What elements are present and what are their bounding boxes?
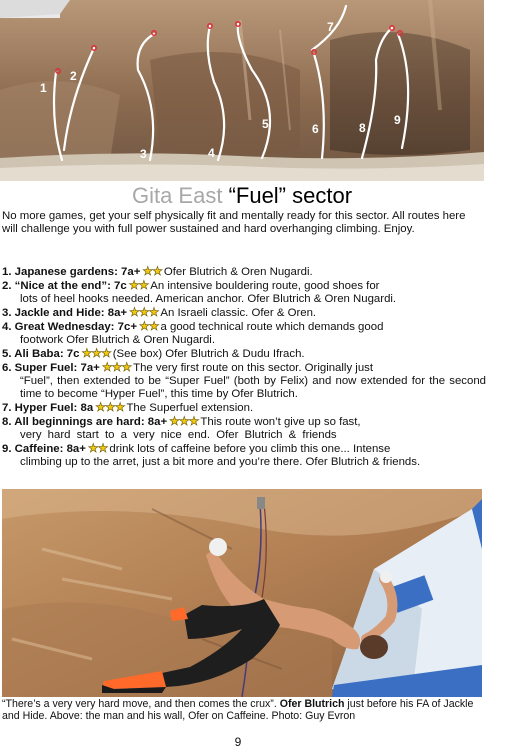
sector-title: [0, 183, 484, 209]
route-desc: An intensive bouldering route, good shoes for: [150, 280, 380, 292]
route-label-7: 7: [327, 20, 334, 34]
route-name: Japanese gardens:: [14, 266, 118, 278]
route-item: 7. Hyper Fuel: 8a ★★★ The Superfuel extension.: [2, 400, 254, 414]
star-rating-icon: ★★★: [95, 400, 125, 414]
route-grade: 7c+: [117, 321, 137, 333]
route-name: All beginnings are hard:: [14, 416, 145, 428]
route-name: Super Fuel:: [14, 362, 78, 374]
route-desc: An Israeli classic. Ofer & Oren.: [160, 307, 317, 319]
star-rating-icon: ★★★: [129, 305, 159, 319]
route-name: Ali Baba:: [14, 348, 64, 360]
route-label-9: 9: [394, 113, 401, 127]
route-grade: 8a+: [107, 307, 128, 319]
route-item: 3. Jackle and Hide: 8a+ ★★★ An Israeli classic. Ofer & Oren.: [2, 305, 317, 319]
route-desc-cont: very hard start to a very nice end. Ofer Blutrich & friends: [20, 429, 337, 441]
route-grade: 7a+: [80, 362, 100, 374]
route-item: 1. Japanese gardens: 7a+ ★★ Ofer Blutrich & Oren Nugardi.: [2, 264, 313, 278]
route-item: 6. Super Fuel: 7a+ ★★★ The very first route on this sector. Originally just “Fuel”, then extended to be “Super Fuel” (both by Felix) and now extended for the second time to become “Hyper Fuel”, this time by Ofer Blutrich.: [2, 360, 486, 400]
route-grade: 8a: [80, 402, 94, 414]
route-desc-cont: lots of heel hooks needed. American anchor. Ofer Blutrich & Oren Nugardi.: [20, 293, 397, 305]
route-list: [2, 265, 486, 469]
route-name: Great Wednesday:: [14, 321, 115, 333]
star-rating-icon: ★★★: [101, 360, 132, 374]
topo-photo: [0, 0, 484, 181]
route-label-5: 5: [262, 117, 269, 131]
route-desc: (See box) Ofer Blutrich & Dudu Ifrach.: [112, 348, 305, 360]
star-rating-icon: ★★: [138, 319, 159, 333]
route-desc: This route won’t give up so fast,: [200, 416, 361, 428]
photo-caption: “There’s a very very hard move, and then comes the crux”. Ofer Blutrich just before his FA of Jackle and Hide. Above: the man and his wall, Ofer on Caffeine. Photo: Guy Evron: [2, 698, 474, 722]
star-rating-icon: ★★: [87, 441, 108, 455]
route-item: 8. All beginnings are hard: 8a+ ★★★ This route won’t give up so fast, very hard start to a very nice end. Ofer Blutrich & friends: [2, 415, 486, 442]
route-item: 9. Caffeine: 8a+ ★★ drink lots of caffeine before you climb this one... Intense climbing up to the arret, just a bit more and you’re there. Ofer Blutrich & friends.: [2, 442, 486, 469]
star-rating-icon: ★★★: [81, 346, 111, 360]
topo-image: [0, 0, 484, 181]
route-desc-cont: footwork Ofer Blutrich & Oren Nugardi.: [20, 334, 215, 346]
page-number: 9: [234, 735, 242, 749]
route-item: 4. Great Wednesday: 7c+ ★★ a good technical route which demands good footwork Ofer Blutrich & Oren Nugardi.: [2, 320, 486, 347]
route-label-6: 6: [312, 122, 319, 136]
star-rating-icon: ★★: [128, 278, 149, 292]
route-grade: 8a+: [147, 416, 168, 428]
route-desc: The very first route on this sector. Originally just: [133, 362, 374, 374]
climber-photo: [2, 489, 482, 697]
intro-paragraph: No more games, get your self physically fit and mentally ready for this sector. All routes here will challenge you with full power sustained and hard overhanging climbing. Enjoy.: [2, 210, 466, 235]
route-desc: The Superfuel extension.: [126, 402, 254, 414]
caption-name: Ofer Blutrich: [279, 698, 345, 710]
route-label-4: 4: [208, 146, 215, 160]
route-name: “Nice at the end”:: [14, 280, 111, 292]
route-desc-cont: “Fuel”, then extended to be “Super Fuel” (both by Felix) and now extended for the second time to become “Hyper Fuel”, this time by Ofer Blutrich.: [20, 375, 486, 400]
route-name: Caffeine:: [14, 443, 64, 455]
climber-image: [2, 489, 482, 697]
route-grade: 7a+: [121, 266, 141, 278]
route-name: Jackle and Hide:: [14, 307, 105, 319]
title-sector: “Fuel” sector: [228, 183, 353, 208]
route-label-8: 8: [359, 121, 366, 135]
route-name: Hyper Fuel:: [14, 402, 78, 414]
title-area: Gita East: [131, 183, 223, 208]
star-rating-icon: ★★: [142, 264, 162, 278]
star-rating-icon: ★★★: [169, 414, 199, 428]
route-desc-cont: climbing up to the arret, just a bit more and you’re there. Ofer Blutrich & friends.: [20, 456, 421, 468]
route-item: 5. Ali Baba: 7c ★★★ (See box) Ofer Blutrich & Dudu Ifrach.: [2, 346, 305, 360]
route-desc: Ofer Blutrich & Oren Nugardi.: [163, 266, 313, 278]
route-label-1: 1: [40, 81, 47, 95]
route-grade: 7c: [66, 348, 80, 360]
route-desc: a good technical route which demands good: [160, 321, 384, 333]
route-label-3: 3: [140, 147, 147, 161]
route-desc: drink lots of caffeine before you climb this one... Intense: [109, 443, 391, 455]
route-grade: 8a+: [66, 443, 86, 455]
route-grade: 7c: [114, 280, 127, 292]
route-item: 2. “Nice at the end”: 7c ★★ An intensive bouldering route, good shoes for lots of heel hooks needed. American anchor. Ofer Blutrich & Oren Nugardi.: [2, 279, 486, 306]
route-label-2: 2: [70, 69, 77, 83]
